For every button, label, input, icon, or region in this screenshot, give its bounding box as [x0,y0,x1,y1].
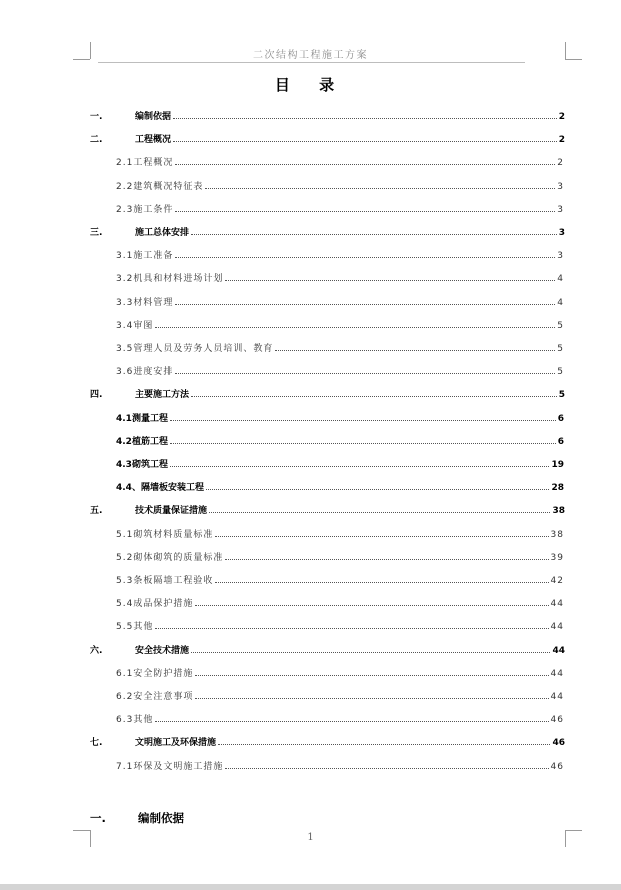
toc-entry-page: 6 [557,414,564,424]
toc-entry-label: 4.1测量工程 [116,414,168,424]
toc-dot-leader [170,419,556,421]
toc-dot-leader [206,488,550,490]
toc-entry-number: 一. [90,112,103,122]
toc-dot-leader [173,117,557,119]
toc-title: 目 录 [274,76,347,94]
toc-entry-page: 5 [557,321,564,331]
toc-entry-number: 四. [90,390,103,400]
header-divider [98,62,525,63]
toc-entry-page: 44 [550,669,564,679]
toc-entry-page: 3 [557,205,564,215]
toc-entry[interactable] [116,247,564,261]
toc-entry[interactable] [116,711,564,725]
toc-entry-page: 6 [557,437,564,447]
toc-entry-label: 编制依据 [135,112,172,122]
toc-entry[interactable] [90,131,565,145]
toc-entry-label: 3.3材料管理 [116,298,174,308]
toc-entry-page: 2 [558,135,565,145]
toc-entry[interactable] [116,433,564,447]
toc-entry-page: 46 [552,738,565,748]
toc-entry[interactable] [116,665,564,679]
toc-entry[interactable] [90,224,565,238]
toc-dot-leader [225,279,555,281]
toc-dot-leader [175,303,555,305]
section-title: 编制依据 [138,811,184,825]
toc-entry[interactable] [116,595,564,609]
toc-entry[interactable] [116,526,564,540]
section-number: 一. [90,811,106,825]
toc-entry-page: 5 [557,344,564,354]
toc-entry-label: 工程概况 [135,135,172,145]
toc-entry-number: 七. [90,738,103,748]
toc-dot-leader [175,372,555,374]
toc-entry[interactable] [116,758,564,772]
toc-entry-label: 3.6进度安排 [116,367,174,377]
toc-entry-label: 施工总体安排 [135,228,190,238]
toc-entry-page: 3 [558,228,565,238]
toc-dot-leader [195,604,548,606]
toc-entry[interactable] [116,479,564,493]
toc-entry[interactable] [90,734,565,748]
toc-dot-leader [175,210,555,212]
toc-entry-page: 2 [557,158,564,168]
toc-entry[interactable] [116,178,564,192]
toc-entry[interactable] [116,154,564,168]
toc-entry-label: 技术质量保证措施 [135,506,208,516]
toc-entry-page: 5 [558,390,565,400]
toc-entry[interactable] [116,572,564,586]
toc-dot-leader [275,349,555,351]
toc-dot-leader [195,697,548,699]
toc-entry-label: 2.1工程概况 [116,158,174,168]
toc-entry[interactable] [116,688,564,702]
toc-entry-page: 28 [551,483,564,493]
toc-entry-label: 文明施工及环保措施 [135,738,217,748]
toc-dot-leader [205,187,555,189]
section-heading [90,810,184,826]
toc-entry-label: 2.2建筑概况特征表 [116,182,204,192]
toc-entry-page: 46 [550,762,564,772]
toc-entry-page: 44 [550,622,564,632]
toc-entry-page: 5 [557,367,564,377]
toc-dot-leader [155,720,548,722]
toc-entry[interactable] [116,201,564,215]
toc-entry-page: 44 [550,599,564,609]
toc-entry-page: 2 [558,112,565,122]
toc-entry-page: 42 [550,576,564,586]
toc-entry[interactable] [116,456,564,470]
toc-entry-label: 3.1施工准备 [116,251,174,261]
toc-entry-label: 3.2机具和材料进场计划 [116,274,224,284]
toc-entry-page: 38 [550,530,564,540]
toc-entry-page: 44 [552,646,565,656]
toc-entry-page: 38 [552,506,565,516]
toc-entry-label: 5.1砌筑材料质量标准 [116,530,214,540]
page-number: 1 [307,832,314,843]
toc-entry[interactable] [116,294,564,308]
toc-entry[interactable] [116,410,564,424]
toc-entry-label: 6.2安全注意事项 [116,692,194,702]
toc-dot-leader [155,326,555,328]
toc-dot-leader [173,140,557,142]
toc-dot-leader [195,674,548,676]
toc-entry-label: 4.4、隔墙板安装工程 [116,483,204,493]
toc-entry-label: 7.1环保及文明施工措施 [116,762,224,772]
toc-entry[interactable] [90,108,565,122]
toc-entry-number: 五. [90,506,103,516]
toc-entry-page: 3 [557,251,564,261]
toc-entry-page: 39 [550,553,564,563]
toc-dot-leader [225,767,548,769]
toc-entry-label: 3.5管理人员及劳务人员培训、教育 [116,344,274,354]
toc-entry-number: 二. [90,135,103,145]
toc-dot-leader [170,465,550,467]
toc-dot-leader [170,442,556,444]
toc-entry-label: 6.1安全防护措施 [116,669,194,679]
toc-dot-leader [191,233,557,235]
toc-entry-label: 5.2砌体砌筑的质量标准 [116,553,224,563]
toc-entry[interactable] [116,363,564,377]
page-header: 二次结构工程施工方案 [253,50,368,61]
toc-dot-leader [209,511,550,513]
toc-entry-page: 3 [557,182,564,192]
toc-entry[interactable] [116,549,564,563]
toc-entry-page: 46 [550,715,564,725]
toc-dot-leader [191,651,550,653]
toc-entry-label: 主要施工方法 [135,390,190,400]
toc-dot-leader [215,535,548,537]
toc-entry-label: 2.3施工条件 [116,205,174,215]
toc-entry-label: 安全技术措施 [135,646,190,656]
toc-entry[interactable] [116,317,564,331]
toc-entry-page: 19 [551,460,564,470]
toc-entry-label: 3.4审图 [116,321,154,331]
toc-dot-leader [175,163,555,165]
toc-entry[interactable] [90,386,565,400]
toc-entry-number: 三. [90,228,103,238]
toc-entry-page: 4 [557,298,564,308]
toc-entry-label: 6.3其他 [116,715,154,725]
toc-entry[interactable] [116,618,564,632]
toc-entry-page: 4 [557,274,564,284]
toc-entry-page: 44 [550,692,564,702]
toc-entry[interactable] [90,502,565,516]
toc-dot-leader [225,558,548,560]
page-bottom-edge [0,884,621,890]
toc-dot-leader [155,627,548,629]
toc-entry-label: 5.4成品保护措施 [116,599,194,609]
toc-entry[interactable] [90,642,565,656]
toc-dot-leader [218,743,550,745]
toc-entry[interactable] [116,340,564,354]
toc-entry-label: 4.2植筋工程 [116,437,168,447]
toc-entry-label: 5.5其他 [116,622,154,632]
toc-entry-label: 5.3条板隔墙工程验收 [116,576,214,586]
toc-entry-number: 六. [90,646,103,656]
toc-dot-leader [175,256,555,258]
toc-dot-leader [191,395,557,397]
toc-dot-leader [215,581,548,583]
toc-entry[interactable] [116,270,564,284]
toc-entry-label: 4.3砌筑工程 [116,460,168,470]
